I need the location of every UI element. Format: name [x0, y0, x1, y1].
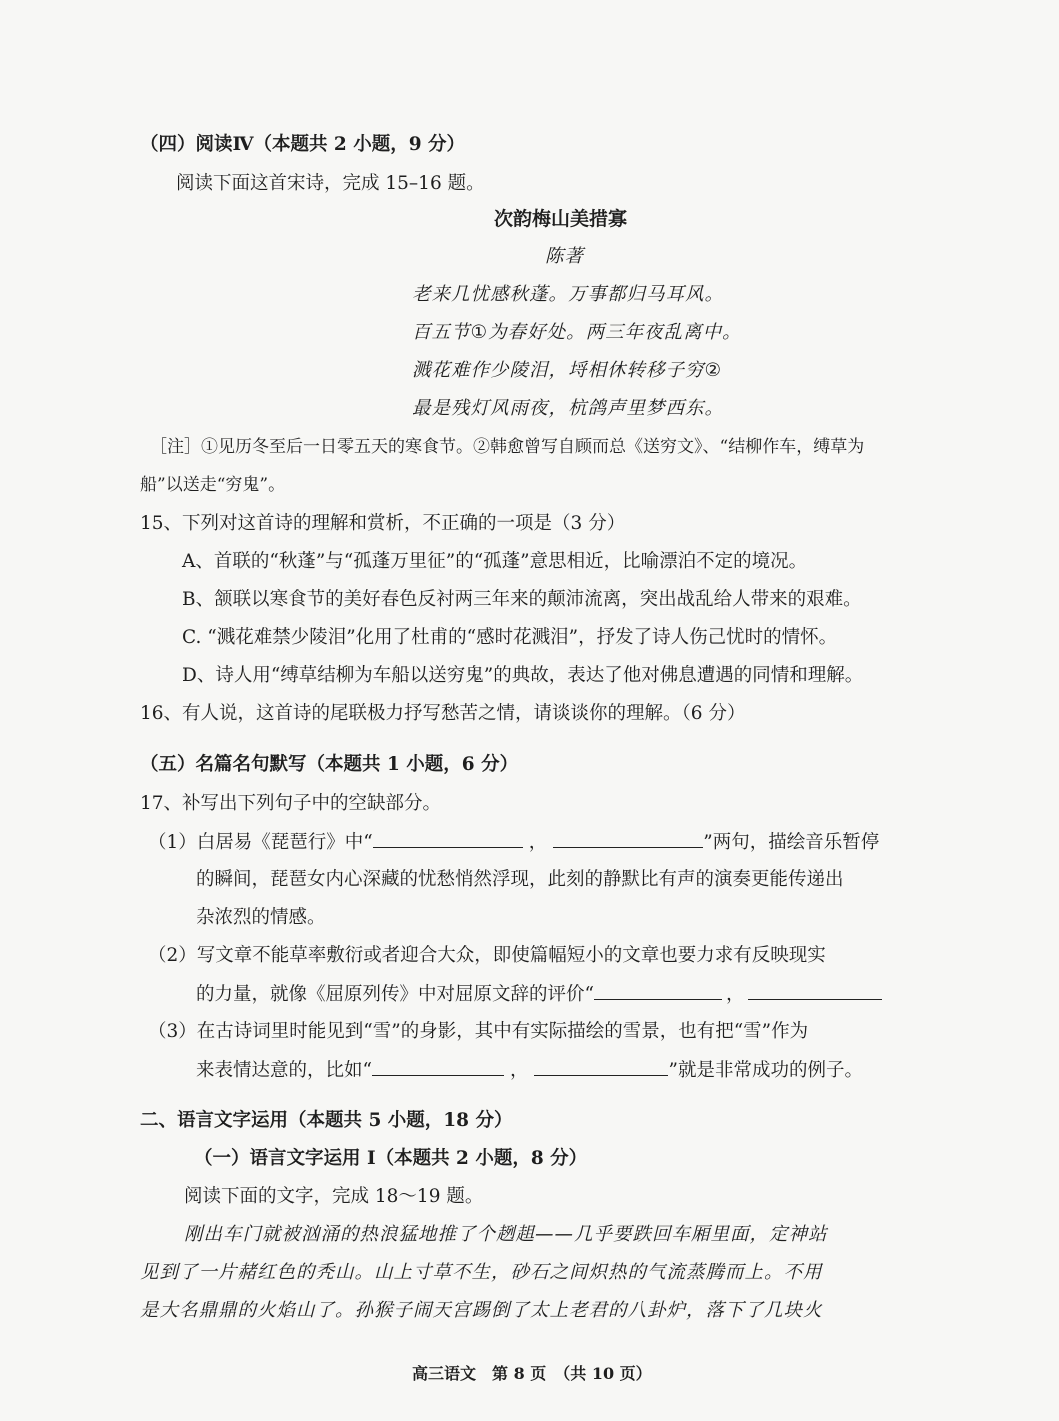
part2-sub-heading: （一）语言文字运用 I（本题共 2 小题，8 分）	[194, 1148, 588, 1169]
q17-item2-mid: ，	[725, 984, 745, 1005]
section4-instruction: 阅读下面这首宋诗，完成 15–16 题。	[176, 173, 485, 194]
q17-item3-blank-2[interactable]	[534, 1057, 668, 1076]
q17-item1-line2: 的瞬间，琵琶女内心深藏的忧愁悄然浮现，此刻的静默比有声的演奏更能传递出	[196, 869, 844, 890]
q17-item1-line1	[148, 829, 879, 856]
poem-title: 次韵梅山美措寡	[494, 208, 628, 230]
q17-item1-line3: 杂浓烈的情感。	[196, 907, 326, 928]
q17-item1-number: （1）	[148, 832, 197, 853]
q17-item3-line2	[196, 1057, 863, 1084]
passage-line-1: 刚出车门就被汹涌的热浪猛地推了个趔趄——几乎要跌回车厢里面，定神站	[184, 1224, 828, 1245]
q17-item3-line1	[148, 1019, 808, 1045]
q17-item2-line2	[196, 981, 882, 1008]
q17-item2-text: 写文章不能草率敷衍或者迎合大众，即使篇幅短小的文章也要力求有反映现实	[196, 945, 826, 966]
part2-instruction: 阅读下面的文字，完成 18～19 题。	[184, 1186, 484, 1207]
q17-item2-blank-2[interactable]	[748, 981, 882, 1000]
q17-item1-suffix: ”两句，描绘音乐暂停	[703, 832, 880, 853]
q17-item3-mid: ，	[509, 1060, 529, 1081]
q17-item3-prefix: 来表情达意的，比如“	[196, 1060, 372, 1081]
poet-name: 陈著	[545, 246, 585, 267]
section5-heading: （五）名篇名句默写（本题共 1 小题，6 分）	[140, 754, 519, 775]
poem-line-3: 溅花难作少陵泪，埒相休转移子穷②	[412, 360, 723, 381]
poem-line-1: 老来几忧感秋蓬。万事都归马耳风。	[412, 284, 725, 305]
q15-option-d: D、诗人用“缚草结柳为车船以送穷鬼”的典故，表达了他对佛息遭遇的同情和理解。	[182, 665, 864, 686]
q17-item1-prefix: 白居易《琵琶行》中“	[196, 832, 373, 853]
q15-stem: 15、下列对这首诗的理解和赏析，不正确的一项是（3 分）	[140, 513, 626, 534]
q16-stem: 16、有人说，这首诗的尾联极力抒写愁苦之情，请谈谈你的理解。（6 分）	[140, 703, 746, 724]
passage-line-2: 见到了一片赭红色的秃山。山上寸草不生，砂石之间炽热的气流蒸腾而上。不用	[140, 1262, 823, 1283]
part2-heading: 二、语言文字运用（本题共 5 小题，18 分）	[140, 1110, 513, 1131]
q17-item2-number: （2）	[148, 945, 197, 966]
poem-line-4: 最是残灯风雨夜，杭鸽声里梦西东。	[412, 398, 725, 419]
poem-note-line-1: ［注］①见历冬至后一日零五天的寒食节。②韩愈曾写自顾而总《送穷文》、“结柳作车，缚草为	[150, 437, 865, 457]
passage-line-3: 是大名鼎鼎的火焰山了。孙猴子闹天宫踢倒了太上老君的八卦炉，落下了几块火	[140, 1300, 823, 1321]
q15-option-a: A、首联的“秋蓬”与“孤蓬万里征”的“孤蓬”意思相近，比喻漂泊不定的境况。	[182, 551, 808, 572]
q17-item2-prefix: 的力量，就像《屈原列传》中对屈原文辞的评价“	[196, 984, 594, 1005]
q17-item3-blank-1[interactable]	[372, 1057, 504, 1076]
q17-stem: 17、补写出下列句子中的空缺部分。	[140, 793, 442, 814]
q15-option-c: C. “溅花难禁少陵泪”化用了杜甫的“感时花溅泪”，抒发了诗人伤己忧时的情怀。	[182, 627, 838, 648]
q17-item1-blank-1[interactable]	[373, 829, 523, 848]
poem-line-2: 百五节①为春好处。两三年夜乱离中。	[412, 322, 742, 343]
q17-item3-suffix: ”就是非常成功的例子。	[668, 1060, 863, 1081]
section4-heading: （四）阅读Ⅳ（本题共 2 小题，9 分）	[140, 134, 466, 155]
q17-item1-blank-2[interactable]	[553, 829, 703, 848]
q17-item2-blank-1[interactable]	[594, 981, 722, 1000]
page-footer: 高三语文 第 8 页 （共 10 页）	[412, 1364, 652, 1383]
q17-item3-text: 在古诗词里时能见到“雪”的身影，其中有实际描绘的雪景，也有把“雪”作为	[196, 1021, 809, 1042]
q17-item3-number: （3）	[148, 1021, 197, 1042]
q17-item1-mid: ，	[528, 832, 548, 853]
poem-note-line-2: 船”以送走“穷鬼”。	[140, 475, 286, 495]
q17-item2-line1	[148, 943, 826, 969]
q15-option-b: B、颔联以寒食节的美好春色反衬两三年来的颠沛流离，突出战乱给人带来的艰难。	[182, 589, 862, 610]
